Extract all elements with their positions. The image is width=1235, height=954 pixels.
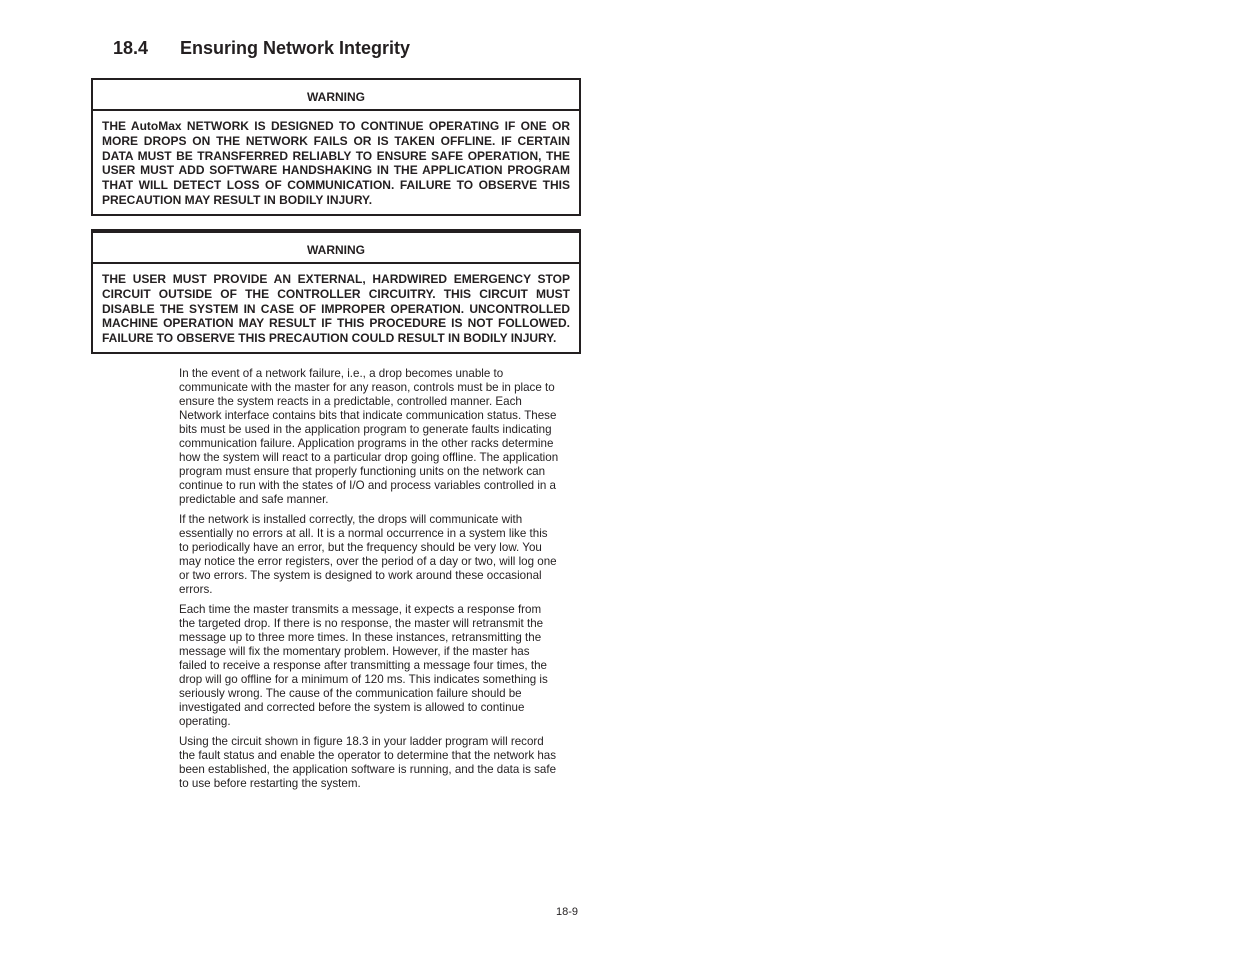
- warning-box-network: [91, 78, 581, 216]
- paragraph: In the event of a network failure, i.e., a drop becomes unable to communicate with the master for any reason, controls must be in place to ensure the system reacts in a predictable, controlled manner. Each Network interface contains bits that indicate communication status. These bits must be used in the application program to generate faults indicating communication failure. Application programs in the other racks determine how the system will react to a particular drop going offline. The application program must ensure that properly functioning units on the network can continue to run with the states of I/O and process variables controlled in a predictable and safe manner.: [179, 367, 559, 506]
- warning-title: WARNING: [93, 80, 579, 111]
- paragraph: Each time the master transmits a message, it expects a response from the targeted drop. If there is no response, the master will retransmit the message up to three more times. In these instances, retransmitting the message will fix the momentary problem. However, if the master has failed to receive a response after transmitting a message four times, the drop will go offline for a minimum of 120 ms. This indicates something is seriously wrong. The cause of the communication failure should be investigated and corrected before the system is allowed to continue operating.: [179, 603, 548, 728]
- paragraph: Using the circuit shown in figure 18.3 in your ladder program will record the fault status and enable the operator to determine that the network has been established, the application software is running, and the data is safe to use before restarting the system.: [179, 735, 557, 790]
- section-number: 18.4: [113, 38, 149, 58]
- warning-body: THE USER MUST PROVIDE AN EXTERNAL, HARDWIRED EMERGENCY STOP CIRCUIT OUTSIDE OF THE CONTROLLER CIRCUITRY. THIS CIRCUIT MUST DISABLE THE SYSTEM IN CASE OF IMPROPER OPERATION. UNCONTROLLED MACHINE OPERATION MAY RESULT IF THIS PROCEDURE IS NOT FOLLOWED. FAILURE TO OBSERVE THIS PRECAUTION COULD RESULT IN BODILY INJURY.: [102, 272, 570, 346]
- paragraph: If the network is installed correctly, the drops will communicate with essentially no errors at all. It is a normal occurrence in a system like this to periodically have an error, but the frequency should be very low. You may notice the error registers, over the period of a day or two, will log one or two errors. The system is designed to work around these occasional errors.: [179, 513, 557, 596]
- warning-title: WARNING: [93, 231, 579, 264]
- warning-body: THE AutoMax NETWORK IS DESIGNED TO CONTINUE OPERATING IF ONE OR MORE DROPS ON THE NETWORK FAILS OR IS TAKEN OFFLINE. IF CERTAIN DATA MUST BE TRANSFERRED RELIABLY TO ENSURE SAFE OPERATION, THE USER MUST ADD SOFTWARE HANDSHAKING IN THE APPLICATION PROGRAM THAT WILL DETECT LOSS OF COMMUNICATION. FAILURE TO OBSERVE THIS PRECAUTION MAY RESULT IN BODILY INJURY.: [102, 119, 570, 207]
- body-text: [179, 367, 559, 797]
- warning-box-emergency-stop: [91, 229, 581, 354]
- page-number: 18-9: [556, 906, 579, 918]
- section-heading: [113, 38, 410, 59]
- section-title: Ensuring Network Integrity: [180, 38, 411, 58]
